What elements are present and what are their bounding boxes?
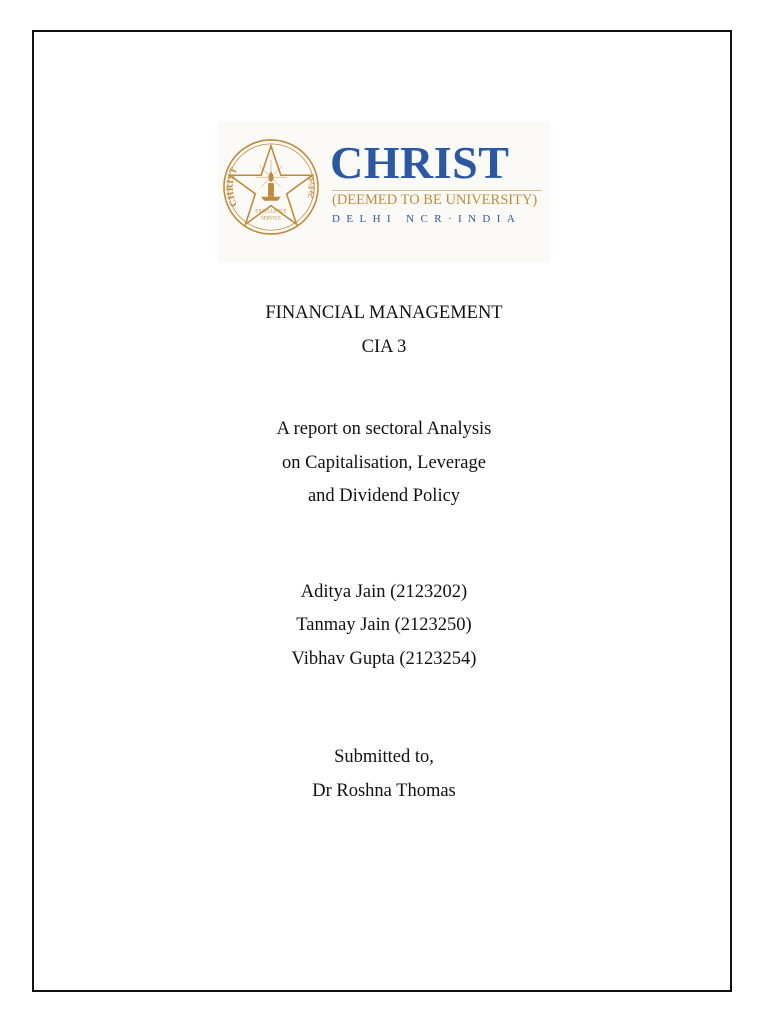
course-title: FINANCIAL MANAGEMENT <box>265 303 503 323</box>
seal-motto-1: EXCELLENCE <box>255 209 287 215</box>
university-seal-icon <box>222 138 320 236</box>
recipient-name: Dr Roshna Thomas <box>312 781 456 801</box>
seal-text-left: CHRIST <box>224 165 240 209</box>
campus-location: DELHI NCR·INDIA <box>332 213 522 225</box>
report-title-line-3: and Dividend Policy <box>307 486 461 506</box>
author-3: Vibhav Gupta (2123254) <box>291 649 477 669</box>
university-logo <box>218 122 550 262</box>
seal-motto-2: SERVICE <box>261 216 281 222</box>
report-title-line-1: A report on sectoral Analysis <box>276 419 492 439</box>
seal-text-right: क्राइस्ट <box>304 175 317 200</box>
logo-divider <box>332 190 542 191</box>
report-title-line-2: on Capitalisation, Leverage <box>282 453 486 473</box>
submitted-to-label: Submitted to, <box>334 747 434 767</box>
svg-text:क्राइस्ट <box>305 175 317 199</box>
university-name: CHRIST <box>330 137 510 188</box>
author-2: Tanmay Jain (2123250) <box>296 615 472 635</box>
author-1: Aditya Jain (2123202) <box>300 582 468 602</box>
university-subtitle: (DEEMED TO BE UNIVERSITY) <box>332 192 538 208</box>
assessment-label: CIA 3 <box>361 337 407 357</box>
